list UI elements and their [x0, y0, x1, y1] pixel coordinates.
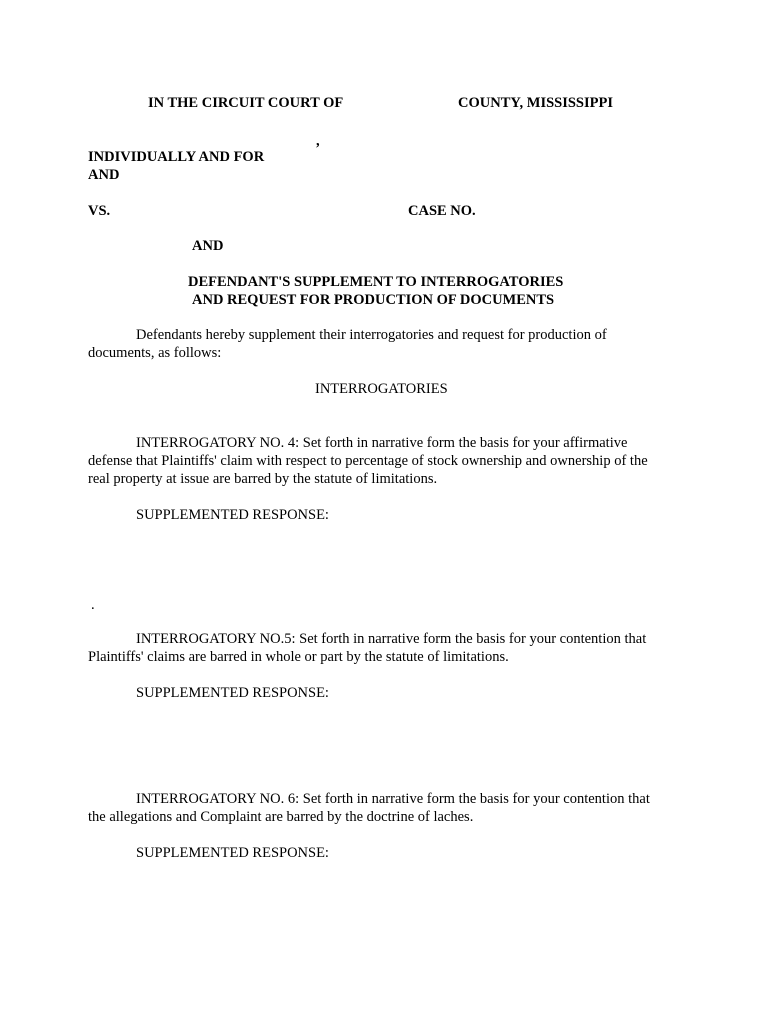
interrogatory-4-line-2: defense that Plaintiffs' claim with respect to percentage of stock ownership and ownership of the	[88, 453, 648, 469]
section-heading: INTERROGATORIES	[315, 381, 448, 397]
interrogatory-6-line-2: the allegations and Complaint are barred by the doctrine of laches.	[88, 809, 474, 825]
interrogatory-5-line-1: INTERROGATORY NO.5: Set forth in narrative form the basis for your contention that	[136, 631, 647, 647]
document-title-line-1: DEFENDANT'S SUPPLEMENT TO INTERROGATORIES	[188, 274, 564, 290]
court-name: IN THE CIRCUIT COURT OF	[148, 95, 344, 111]
interrogatory-5-line-2: Plaintiffs' claims are barred in whole or part by the statute of limitations.	[88, 649, 509, 665]
document-title-line-2: AND REQUEST FOR PRODUCTION OF DOCUMENTS	[192, 292, 555, 308]
defendant-and: AND	[192, 238, 224, 254]
supplemented-response-6: SUPPLEMENTED RESPONSE:	[136, 845, 329, 861]
interrogatory-4-line-1: INTERROGATORY NO. 4: Set forth in narrative form the basis for your affirmative	[136, 435, 628, 451]
interrogatory-6-line-1: INTERROGATORY NO. 6: Set forth in narrative form the basis for your contention that	[136, 791, 650, 807]
intro-line-1: Defendants hereby supplement their interrogatories and request for production of	[136, 327, 607, 343]
versus-label: VS.	[88, 203, 111, 219]
interrogatory-5	[88, 630, 688, 666]
intro-paragraph	[88, 326, 688, 362]
stray-mark: .	[91, 597, 95, 613]
interrogatory-4	[88, 434, 688, 488]
caption-comma: ,	[316, 133, 320, 149]
interrogatory-4-line-3: real property at issue are barred by the statute of limitations.	[88, 471, 438, 487]
plaintiff-line-2: AND	[88, 167, 120, 183]
intro-line-2: documents, as follows:	[88, 345, 222, 361]
supplemented-response-5: SUPPLEMENTED RESPONSE:	[136, 685, 329, 701]
county-name: COUNTY, MISSISSIPPI	[458, 95, 613, 111]
supplemented-response-4: SUPPLEMENTED RESPONSE:	[136, 507, 329, 523]
interrogatory-6	[88, 790, 688, 826]
plaintiff-line-1: INDIVIDUALLY AND FOR	[88, 149, 265, 165]
case-number-label: CASE NO.	[408, 203, 476, 219]
